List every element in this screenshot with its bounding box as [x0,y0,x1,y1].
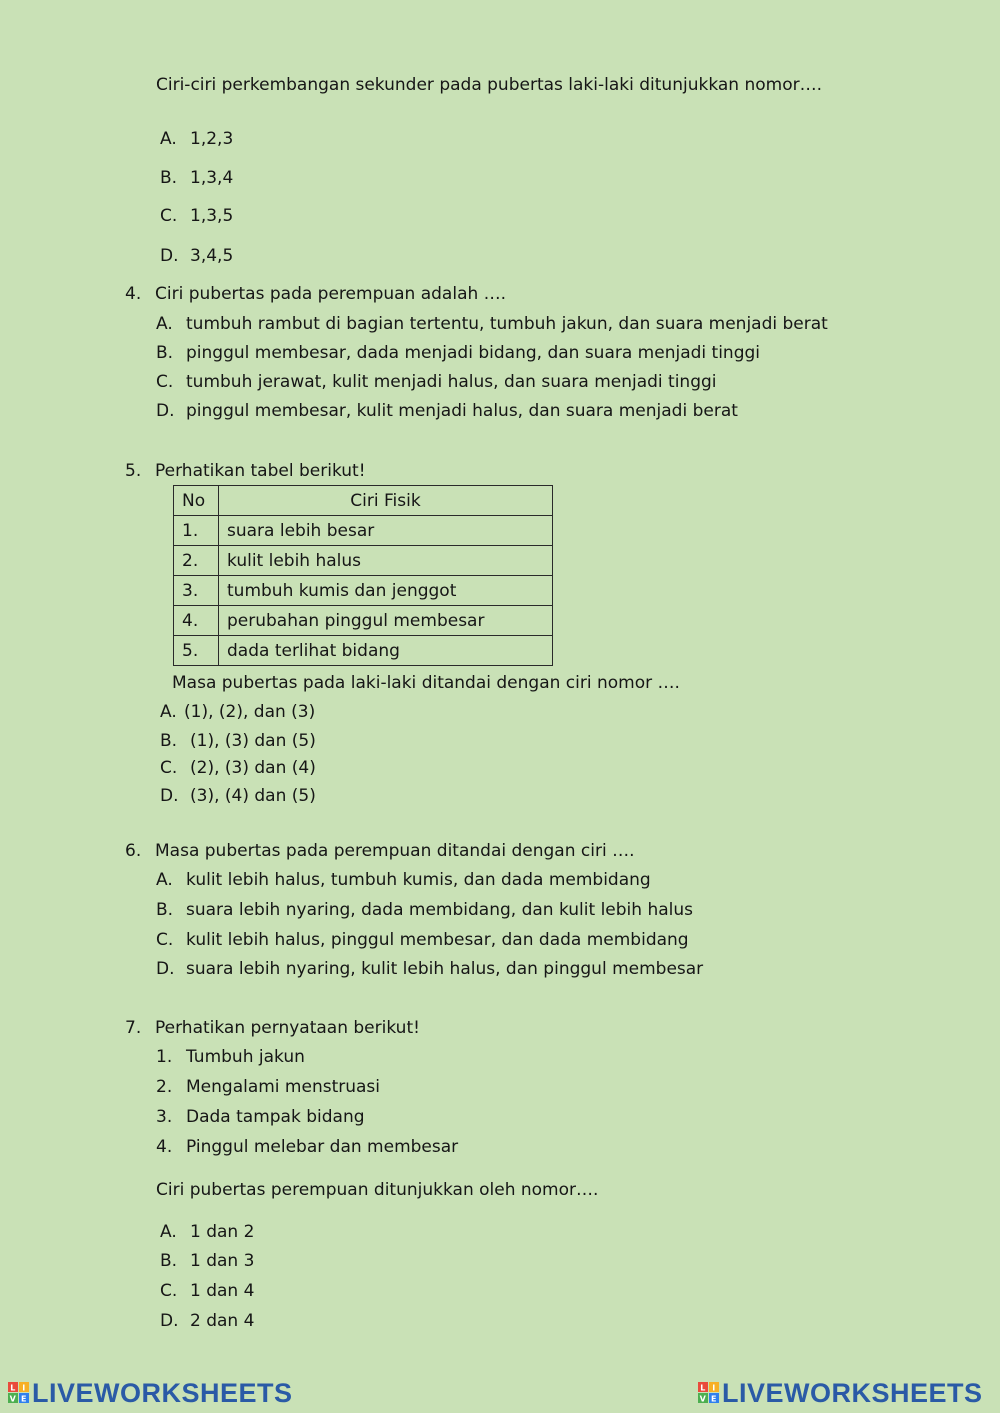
table-cell-ciri: tumbuh kumis dan jenggot [219,576,553,606]
option-5c [160,757,316,779]
question-number: 4. [125,284,142,304]
option-text: pinggul membesar, dada menjadi bidang, dan suara menjadi tinggi [186,343,761,363]
liveworksheets-badge-icon [8,1382,30,1404]
option-letter: B. [160,168,178,188]
table-cell-no: 5. [174,636,219,666]
question-number: 5. [125,461,142,481]
badge-letter: I [712,1383,716,1393]
option-letter: D. [156,959,175,979]
statement-2 [156,1076,380,1098]
option-text: tumbuh rambut di bagian tertentu, tumbuh jakun, dan suara menjadi berat [186,314,828,334]
option-4a [156,313,828,335]
option-3d [160,245,233,267]
table-cell-no: 4. [174,606,219,636]
option-text: (2), (3) dan (4) [190,758,316,778]
option-text: (1), (2), dan (3) [184,702,316,722]
option-7b [160,1250,254,1272]
option-letter: B. [160,1251,178,1271]
option-text: 1 dan 3 [190,1251,255,1271]
option-letter: D. [160,786,179,806]
logo-text: LIVEWORKSHEETS [722,1377,983,1408]
question-5-stem: Perhatikan tabel berikut! [155,461,366,481]
badge-letter: L [700,1383,706,1393]
statement-text: Tumbuh jakun [186,1047,305,1067]
option-text: 1 dan 2 [190,1222,255,1242]
question-4 [125,283,506,305]
question-6-stem: Masa pubertas pada perempuan ditandai dengan ciri …. [155,841,635,861]
option-letter: A. [160,702,177,722]
question-number: 6. [125,841,142,861]
question-4-stem: Ciri pubertas pada perempuan adalah …. [155,284,507,304]
table-row [174,636,553,666]
question-6 [125,840,635,862]
table-cell-no: 3. [174,576,219,606]
statement-number: 4. [156,1137,173,1157]
table-row [174,516,553,546]
table-row [174,606,553,636]
option-letter: B. [156,343,174,363]
option-4b [156,342,760,364]
statement-3 [156,1106,365,1128]
table-cell-ciri: dada terlihat bidang [219,636,553,666]
table-header-no: No [174,486,219,516]
option-text: (3), (4) dan (5) [190,786,316,806]
option-letter: C. [160,1281,178,1301]
table-cell-ciri: suara lebih besar [219,516,553,546]
badge-letter: I [22,1383,26,1393]
option-6a [156,869,651,891]
option-letter: A. [156,314,173,334]
option-letter: D. [160,246,179,266]
table-header-ciri: Ciri Fisik [219,486,553,516]
statement-number: 2. [156,1077,173,1097]
option-text: suara lebih nyaring, kulit lebih halus, dan pinggul membesar [186,959,704,979]
option-text: suara lebih nyaring, dada membidang, dan kulit lebih halus [186,900,693,920]
ciri-fisik-table [173,485,553,666]
option-text: 1 dan 4 [190,1281,255,1301]
option-letter: C. [156,930,174,950]
table-row [174,576,553,606]
option-text: 1,3,4 [190,168,234,188]
option-5a [160,701,315,723]
statement-1 [156,1046,305,1068]
badge-letter: E [711,1394,717,1404]
option-letter: D. [160,1311,179,1331]
option-text: (1), (3) dan (5) [190,731,316,751]
option-3a [160,128,233,150]
statement-number: 1. [156,1047,173,1067]
question-3-stem: Ciri-ciri perkembangan sekunder pada pubertas laki-laki ditunjukkan nomor…. [156,75,822,95]
option-letter: D. [156,401,175,421]
option-text: kulit lebih halus, tumbuh kumis, dan dada membidang [186,870,651,890]
option-text: tumbuh jerawat, kulit menjadi halus, dan suara menjadi tinggi [186,372,717,392]
option-4d [156,400,738,422]
question-7-prompt: Ciri pubertas perempuan ditunjukkan oleh nomor…. [156,1180,599,1200]
liveworksheets-badge-icon [698,1382,720,1404]
option-letter: A. [156,870,173,890]
option-6d [156,958,703,980]
option-6b [156,899,693,921]
statement-number: 3. [156,1107,173,1127]
option-text: 2 dan 4 [190,1311,255,1331]
option-5d [160,785,316,807]
question-7 [125,1017,420,1039]
option-5b [160,730,316,752]
option-letter: C. [160,206,178,226]
option-3c [160,205,233,227]
statement-4 [156,1136,458,1158]
option-7c [160,1280,254,1302]
badge-letter: V [699,1394,707,1404]
option-letter: B. [160,731,178,751]
option-7a [160,1221,254,1243]
liveworksheets-logo-right [698,1376,983,1410]
table-cell-ciri: kulit lebih halus [219,546,553,576]
option-3b [160,167,233,189]
option-text: 1,2,3 [190,129,234,149]
option-text: 1,3,5 [190,206,234,226]
table-row [174,546,553,576]
question-5 [125,460,366,482]
statement-text: Pinggul melebar dan membesar [186,1137,459,1157]
question-7-stem: Perhatikan pernyataan berikut! [155,1018,420,1038]
option-text: pinggul membesar, kulit menjadi halus, dan suara menjadi berat [186,401,738,421]
option-4c [156,371,717,393]
option-text: kulit lebih halus, pinggul membesar, dan dada membidang [186,930,689,950]
statement-text: Dada tampak bidang [186,1107,365,1127]
option-letter: A. [160,1222,177,1242]
table-header-row [174,486,553,516]
question-number: 7. [125,1018,142,1038]
option-letter: C. [160,758,178,778]
badge-letter: L [10,1383,16,1393]
option-letter: B. [156,900,174,920]
question-5-prompt: Masa pubertas pada laki-laki ditandai dengan ciri nomor …. [172,673,680,693]
table-cell-no: 1. [174,516,219,546]
option-letter: C. [156,372,174,392]
option-6c [156,929,689,951]
badge-letter: V [9,1394,17,1404]
statement-text: Mengalami menstruasi [186,1077,381,1097]
badge-letter: E [21,1394,27,1404]
table-cell-ciri: perubahan pinggul membesar [219,606,553,636]
option-letter: A. [160,129,177,149]
table-cell-no: 2. [174,546,219,576]
option-7d [160,1310,254,1332]
liveworksheets-logo-left [8,1376,293,1410]
option-text: 3,4,5 [190,246,234,266]
logo-text: LIVEWORKSHEETS [32,1377,293,1408]
